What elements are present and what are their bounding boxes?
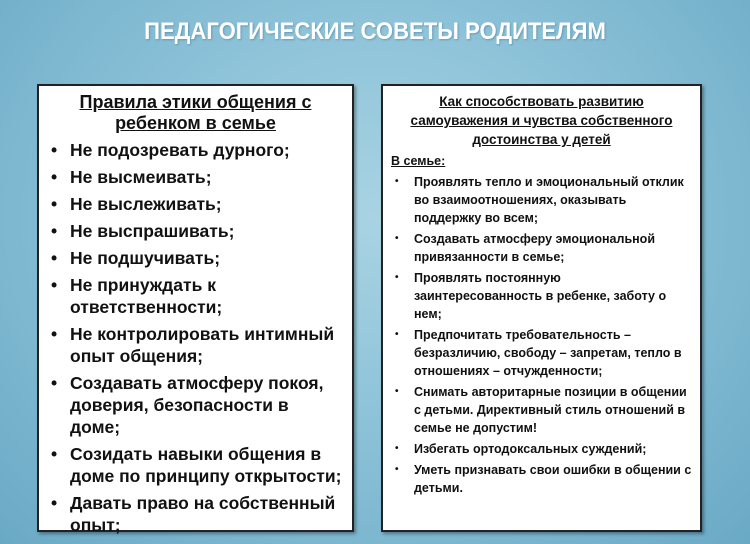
bullet-icon: • — [51, 248, 58, 268]
left-rules-list — [49, 139, 342, 536]
list-item-text: Уметь признавать свои ошибки в общении с детьми. — [414, 463, 692, 495]
list-item — [49, 139, 342, 161]
bullet-icon: • — [395, 464, 399, 475]
left-panel-heading: Правила этики общения с ребенком в семье — [79, 92, 312, 133]
bullet-icon: • — [51, 444, 58, 464]
list-item-text: Проявлять постоянную заинтересованность в ребенке, заботу о нем; — [414, 271, 667, 321]
right-panel-heading: Как способствовать развитию самоуважения и чувства собственного достоинства у детей — [410, 94, 673, 147]
list-item — [49, 492, 342, 536]
list-item — [49, 220, 342, 242]
list-item-text: Давать право на собственный опыт; — [70, 493, 336, 535]
bullet-icon: • — [395, 272, 399, 283]
list-item-text: Не подозревать дурного; — [70, 140, 290, 160]
list-item — [49, 193, 342, 215]
bullet-icon: • — [51, 140, 58, 160]
list-item-text: Не контролировать интимный опыт общения; — [70, 324, 335, 366]
list-item — [49, 443, 342, 487]
list-item — [391, 383, 692, 437]
list-item-text: Избегать ортодоксальных суждений; — [414, 442, 647, 456]
list-item — [49, 323, 342, 367]
list-item-text: Проявлять тепло и эмоциональный отклик во взаимоотношениях, оказывать поддержку во всем; — [414, 175, 684, 225]
list-item — [49, 247, 342, 269]
bullet-icon: • — [51, 194, 58, 214]
list-item — [391, 230, 692, 266]
right-advice-list — [391, 173, 692, 497]
list-item — [49, 274, 342, 318]
bullet-icon: • — [51, 493, 58, 513]
list-item-text: Предпочитать требовательность – безразличию, свободу – запретам, тепло в отношениях – отчужденности; — [414, 328, 682, 378]
list-item — [391, 461, 692, 497]
list-item — [49, 372, 342, 438]
bullet-icon: • — [395, 443, 399, 454]
list-item-text: Не выспрашивать; — [70, 221, 235, 241]
right-panel-subheading: В семье: — [391, 154, 446, 168]
list-item — [391, 440, 692, 458]
bullet-icon: • — [51, 275, 58, 295]
list-item-text: Создавать атмосферу покоя, доверия, безопасности в доме; — [70, 373, 324, 437]
page-title: ПЕДАГОГИЧЕСКИЕ СОВЕТЫ РОДИТЕЛЯМ — [144, 18, 606, 45]
right-panel — [381, 84, 702, 532]
list-item-text: Не высмеивать; — [70, 167, 212, 187]
bullet-icon: • — [51, 373, 58, 393]
list-item — [391, 269, 692, 323]
list-item — [391, 173, 692, 227]
list-item-text: Не принуждать к ответственности; — [70, 275, 223, 317]
list-item-text: Создавать атмосферу эмоциональной привязанности в семье; — [414, 232, 656, 264]
bullet-icon: • — [395, 329, 399, 340]
bullet-icon: • — [395, 386, 399, 397]
list-item-text: Не выслеживать; — [70, 194, 222, 214]
list-item-text: Не подшучивать; — [70, 248, 221, 268]
left-panel — [37, 84, 354, 535]
list-item — [49, 166, 342, 188]
bullet-icon: • — [51, 167, 58, 187]
bullet-icon: • — [395, 176, 399, 187]
list-item-text: Снимать авторитарные позиции в общении с детьми. Директивный стиль отношений в семье не допустим! — [414, 385, 687, 435]
list-item — [391, 326, 692, 380]
bullet-icon: • — [395, 233, 399, 244]
bullet-icon: • — [51, 324, 58, 344]
list-item-text: Созидать навыки общения в доме по принципу открытости; — [70, 444, 342, 486]
bullet-icon: • — [51, 221, 58, 241]
